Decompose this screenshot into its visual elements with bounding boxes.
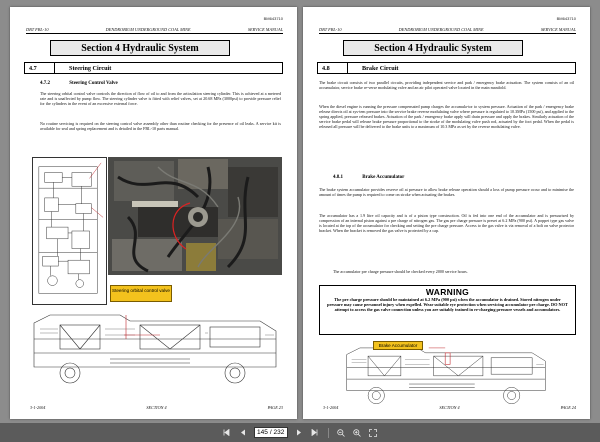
doc-number: BM643710	[556, 16, 576, 21]
current-page: 145	[257, 429, 268, 436]
next-page-icon	[296, 429, 302, 436]
first-page-icon	[223, 429, 230, 436]
header-center: DENDROBIUM UNDERGROUND COAL MINE	[398, 27, 484, 32]
footer-date: 3-1-2004	[30, 405, 46, 410]
header-right: SERVICE MANUAL	[540, 27, 576, 32]
next-page-button[interactable]	[294, 427, 304, 439]
toolbar-divider	[328, 428, 329, 438]
subsection-number: 4.7	[25, 63, 55, 73]
last-page-button[interactable]	[310, 427, 320, 439]
paragraph: The brake system accumulator provides reserve oil at pressure to allow brake release operation should a loss of pump pressure occur and to minimise the amount of times the pump is required to come on stroke when actuating the brakes.	[319, 187, 574, 197]
footer-section: SECTION 4	[439, 405, 460, 410]
hydraulic-schematic-diagram	[32, 157, 107, 305]
brake-accumulator-callout: Brake Accumulator	[373, 341, 423, 350]
subsubsection-heading	[333, 175, 404, 180]
page-footer	[323, 405, 576, 410]
left-page	[10, 7, 297, 419]
fullscreen-icon	[369, 429, 377, 437]
footer-page: PAGE 24	[560, 405, 576, 410]
page-number-field[interactable]	[254, 427, 288, 438]
header-left: DBT FBL-10	[319, 27, 342, 32]
subsection-title: Steering Circuit	[69, 64, 112, 72]
subsubsection-title: Steering Control Valve	[69, 81, 118, 86]
first-page-button[interactable]	[222, 427, 232, 439]
subsubsection-number: 4.8.1	[333, 175, 343, 180]
steering-valve-callout: Steering orbital control valve	[110, 285, 172, 302]
paragraph: No routine servicing is required on the steering control valve assembly other than routine checking for the presence of oil leaks. A service kit is available for seal and spring replacement and is detailed in the FBL-10 parts manual.	[40, 121, 281, 131]
subsection-title: Brake Circuit	[362, 64, 399, 72]
footer-page: PAGE 23	[267, 405, 283, 410]
warning-title: WARNING	[425, 287, 470, 297]
page-header	[319, 27, 576, 34]
zoom-in-button[interactable]	[352, 427, 362, 439]
fullscreen-button[interactable]	[368, 427, 378, 439]
steering-valve-photo	[108, 157, 282, 275]
machine-drawing	[30, 309, 280, 387]
section-title: Section 4 Hydraulic System	[50, 40, 230, 56]
subsection-heading	[317, 62, 576, 74]
header-left: DBT FBL-10	[26, 27, 49, 32]
paragraph: The brake circuit consists of two parallel circuits, providing independent service and park / emergency brake actuation. The system consists of an oil accumulator, service brake re-verse modulating valve and an air pilot operated valve located in the main manifold.	[319, 80, 574, 90]
prev-page-button[interactable]	[238, 427, 248, 439]
zoom-in-icon	[353, 429, 361, 437]
prev-page-icon	[240, 429, 246, 436]
warning-box	[319, 285, 576, 335]
paragraph: The accumulator has a 1.9 litre oil capacity and is of a piston type construction. Oil is fed into one end of the accumulator and is pressurised by compression of an internal piston against a pre charge of nitrogen gas. The gas pre charge pressure is preset at 6.2 MPa (900 psi). A poppet type gas valve is located at the top of the accumulator for checking and setting the pre charge pressure. Access to the gas valve is via removal of a bolt on valve protector bracket. When the bracket is removed the gas valve is protected by a cap.	[319, 213, 574, 233]
subsubsection-number: 4.7.2	[40, 81, 50, 86]
doc-number: BM643710	[263, 16, 283, 21]
machine-drawing	[321, 343, 571, 407]
subsubsection-title: Brake Accumulator	[362, 175, 405, 180]
subsection-number: 4.8	[318, 63, 348, 73]
footer-date: 3-1-2004	[323, 405, 339, 410]
page-header	[26, 27, 283, 34]
zoom-out-icon	[337, 429, 345, 437]
paragraph: When the diesel engine is running the pressure compensated pump charges the accumula-tor to system pressure. Actuation of the park / emergency brake release directs oil at sys-tem pressure into the service brake reverse modulating valve where pressure is regulated to 10.3MPa (1500 psi), and applied to the spring applied, pressure released brakes. Actuation of the park / emergency brake apply will drain pressure and apply the brakes. Similarly actuation of the service brake pedal will release brake pressure proportional to the stroke of the modulating valve push rod, actuated by the foot pedal. When the pedal is released all pressure will be delivered to the brake units to a maximum of 10.3 MPa as set by the reverse modulating valve.	[319, 104, 574, 129]
viewer-toolbar	[0, 423, 600, 442]
zoom-out-button[interactable]	[336, 427, 346, 439]
subsection-heading	[24, 62, 283, 74]
section-title: Section 4 Hydraulic System	[343, 40, 523, 56]
right-page	[303, 7, 590, 419]
total-pages: / 232	[269, 429, 285, 436]
subsubsection-heading	[40, 81, 118, 86]
header-right: SERVICE MANUAL	[247, 27, 283, 32]
last-page-icon	[311, 429, 318, 436]
paragraph: The steering orbital control valve controls the direction of flow of oil to and from the articulation steering cylinder. This is achieved at a metered rate and is unaffected by pump flow. The steering cylinder valve is fitted with relief valves, set at 20.68 MPa (3000psi) to provide pressure relief for the cylinders in the event of an excessive external force.	[40, 91, 281, 106]
footer-section: SECTION 4	[146, 405, 167, 410]
paragraph: The accumulator pre charge pressure should be checked every 2000 service hours.	[333, 269, 468, 274]
page-footer	[30, 405, 283, 410]
header-center: DENDROBIUM UNDERGROUND COAL MINE	[105, 27, 191, 32]
warning-text: The pre charge pressure should be maintained at 6.2 MPa (900 psi) when the accumulator is drained. Stored nitrogen under pressure may cause personnel injury when expelled. Wear suitable eye protection when servicing accumulator pre charge. DO NOT attempt to access the gas valve connection unless you are suitably trained in re-charging pressure vessels and accumulators.	[327, 297, 568, 313]
